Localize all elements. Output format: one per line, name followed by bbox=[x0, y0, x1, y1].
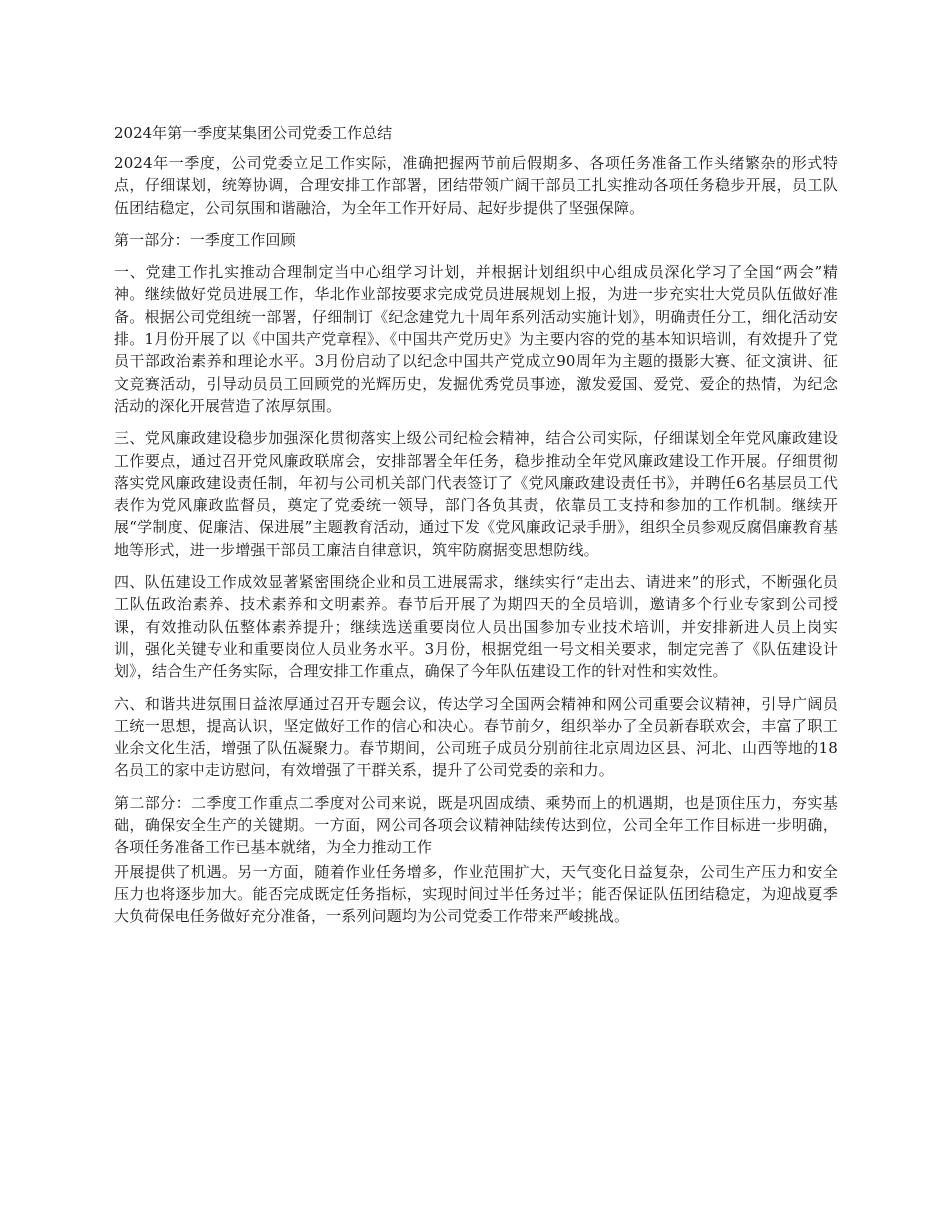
section-heading-part-one: 第一部分：一季度工作回顾 bbox=[114, 230, 296, 249]
intro-paragraph: 2024年一季度，公司党委立足工作实际，准确把握两节前后假期多、各项任务准备工作头绪繁杂的形式特点，仔细谋划，统筹协调，合理安排工作部署，团结带领广阔干部员工扎实推动各项任务稳步开展，员工队伍团结稳定，公司氛围和谐融洽，为全年工作开好局、起好步提供了坚强保障。 bbox=[114, 154, 838, 217]
document-page bbox=[114, 122, 838, 938]
paragraph-part-two-continued: 开展提供了机遇。另一方面，随着作业任务增多，作业范围扩大，天气变化日益复杂，公司生产压力和安全压力也将逐步加大。能否完成既定任务指标，实现时间过半任务过半；能否保证队伍团结稳定，为迎战夏季大负荷保电任务做好充分准备，一系列问题均为公司党委工作带来严峻挑战。 bbox=[114, 862, 838, 926]
paragraph-harmony: 六、和谐共进氛围日益浓厚通过召开专题会议，传达学习全国两会精神和网公司重要会议精神，引导广阔员工统一思想，提高认识，坚定做好工作的信心和决心。春节前夕，组织举办了全员新春联欢会，丰富了职工业余文化生活，增强了队伍凝聚力。春节期间，公司班子成员分别前往北京周边区县、河北、山西等地的18名员工的家中走访慰问，有效增强了干群关系，提升了公司党委的亲和力。 bbox=[114, 694, 838, 780]
paragraph-part-two: 第二部分：二季度工作重点二季度对公司来说，既是巩固成绩、乘势而上的机遇期，也是顶住压力，夯实基础，确保安全生产的关键期。一方面，网公司各项会议精神陆续传达到位，公司全年工作目标进一步明确，各项任务准备工作已基本就绪，为全力推动工作 bbox=[114, 793, 838, 857]
document-title: 2024年第一季度某集团公司党委工作总结 bbox=[114, 124, 393, 142]
paragraph-team-building: 四、队伍建设工作成效显著紧密围绕企业和员工进展需求，继续实行“走出去、请进来”的形式，不断强化员工队伍政治素养、技术素养和文明素养。春节后开展了为期四天的全员培训，邀请多个行业专家到公司授课，有效推动队伍整体素养提升；继续选送重要岗位人员出国参加专业技术培训，并安排新进人员上岗实训，强化关键专业和重要岗位人员业务水平。3月份，根据党组一号文相关要求，制定完善了《队伍建设计划》，结合生产任务实际，合理安排工作重点，确保了今年队伍建设工作的针对性和实效性。 bbox=[114, 573, 838, 681]
paragraph-integrity: 三、党风廉政建设稳步加强深化贯彻落实上级公司纪检会精神，结合公司实际，仔细谋划全年党风廉政建设工作要点，通过召开党风廉政联席会，安排部署全年任务，稳步推动全年党风廉政建设工作开展。仔细贯彻落实党风廉政建设责任制，年初与公司机关部门代表签订了《党风廉政建设责任书》，并聘任6名基层员工代表作为党风廉政监督员，奠定了党委统一领导，部门各负其责，依靠员工支持和参加的工作机制。继续开展“学制度、促廉洁、保进展”主题教育活动，通过下发《党风廉政记录手册》，组织全员参观反腐倡廉教育基地等形式，进一步增强干部员工廉洁自律意识，筑牢防腐据变思想防线。 bbox=[114, 429, 838, 559]
paragraph-party-building: 一、党建工作扎实推动合理制定当中心组学习计划，并根据计划组织中心组成员深化学习了全国“两会”精神。继续做好党员进展工作，华北作业部按要求完成党员进展规划上报，为进一步充实壮大党员队伍做好准备。根据公司党组统一部署，仔细制订《纪念建党九十周年系列活动实施计划》，明确责任分工，细化活动安排。1月份开展了以《中国共产党章程》、《中国共产党历史》为主要内容的党的基本知识培训，有效提升了党员干部政治素养和理论水平。3月份启动了以纪念中国共产党成立90周年为主题的摄影大赛、征文演讲、征文竞赛活动，引导动员员工回顾党的光辉历史，发掘优秀党员事迹，激发爱国、爱党、爱企的热情，为纪念活动的深化开展营造了浓厚氛围。 bbox=[114, 263, 838, 415]
